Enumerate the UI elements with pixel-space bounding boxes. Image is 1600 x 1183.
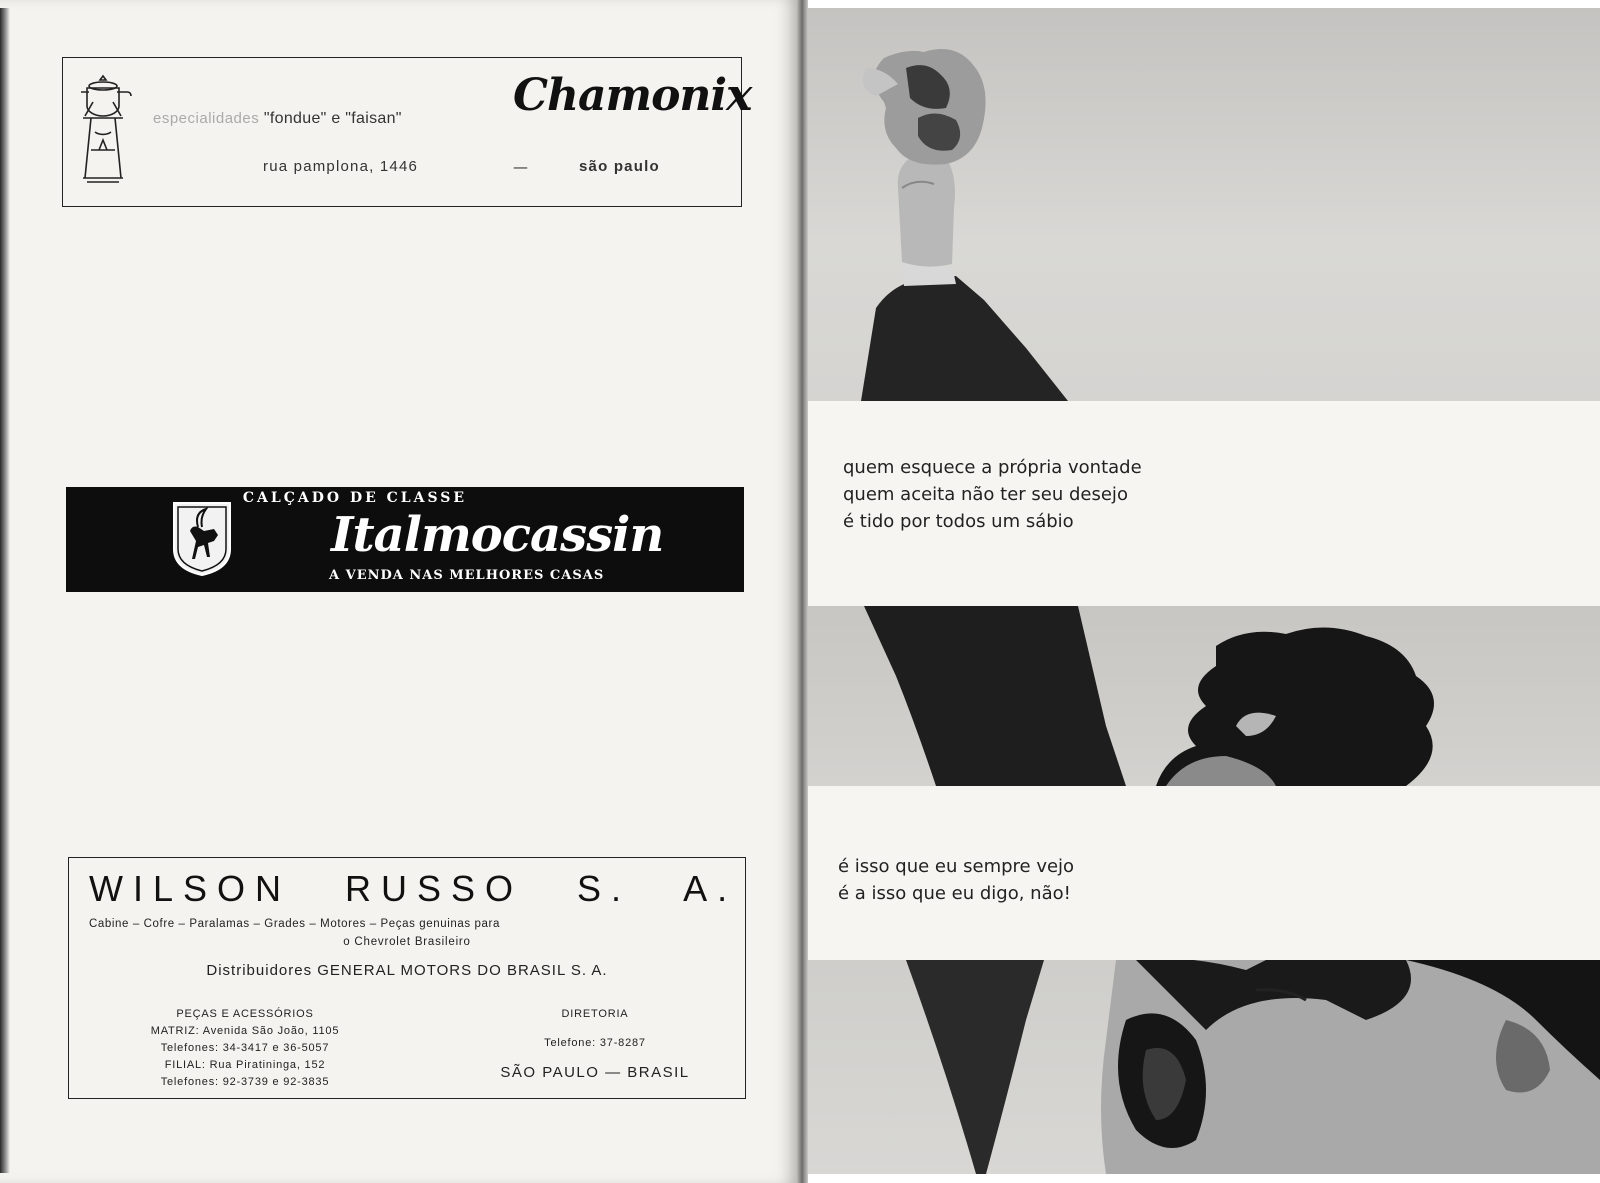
wilson-title: WILSON RUSSO S. A. [89, 868, 738, 909]
poem-line: é tido por todos um sábio [843, 511, 1074, 532]
wilson-diretoria: DIRETORIA [561, 1008, 629, 1020]
poem-stanza-1 [843, 454, 1142, 535]
italmocassin-slogan: A VENDA NAS MELHORES CASAS [329, 568, 605, 583]
wilson-direction-info [455, 1006, 735, 1081]
wilson-russo-ad [68, 857, 746, 1099]
arm-hair-image [806, 606, 1600, 786]
poem-line: é isso que eu sempre vejo [838, 856, 1075, 877]
chamonix-tag-prefix: especialidades [153, 110, 260, 127]
page-edge [0, 8, 10, 1173]
wilson-products: Cabine – Cofre – Paralamas – Grades – Motores – Peças genuinas para [89, 918, 500, 930]
chamonix-ad [62, 57, 752, 207]
wilson-info-line: MATRIZ: Avenida São João, 1105 [150, 1025, 340, 1037]
italmocassin-logo: Italmocassin [331, 507, 664, 563]
poem-line: é a isso que eu digo, não! [838, 883, 1071, 904]
wilson-info-line: Telefones: 92-3739 e 92-3835 [160, 1076, 330, 1088]
italmocassin-tagline-text: CALÇADO DE CLASSE [242, 490, 468, 506]
chamonix-address: rua pamplona, 1446 [263, 158, 419, 175]
chamonix-specialities [153, 110, 402, 128]
photo-arm-hair [806, 606, 1600, 786]
wilson-info-line: FILIAL: Rua Piratininga, 152 [164, 1059, 326, 1071]
book-spine [796, 0, 808, 1183]
wilson-info-line: Telefones: 34-3417 e 36-5057 [160, 1042, 330, 1054]
photo-shouting-face [806, 960, 1600, 1174]
poem-line: quem esquece a própria vontade [843, 457, 1142, 478]
wilson-products-cont: o Chevrolet Brasileiro [343, 936, 471, 948]
chamonix-city: são paulo [579, 158, 660, 175]
italmocassin-tagline [66, 490, 744, 506]
chamonix-dash: — [513, 158, 528, 176]
wilson-distributor: Distribuidores GENERAL MOTORS DO BRASIL S. A. [206, 962, 608, 979]
poem-stanza-2 [838, 853, 1074, 907]
chamonix-tag-items: "fondue" e "faisan" [263, 110, 402, 127]
poem-line: quem aceita não ter seu desejo [843, 484, 1128, 505]
photo-raised-fist [806, 8, 1600, 401]
wilson-telefone: Telefone: 37-8287 [544, 1037, 646, 1049]
italmocassin-ad [66, 487, 744, 592]
chamonix-logo: Chamonix [513, 70, 752, 121]
spacer [455, 1052, 735, 1064]
goat-crest-icon [170, 499, 234, 579]
raised-fist-image [806, 8, 1600, 401]
wilson-city: SÃO PAULO — BRASIL [500, 1064, 690, 1081]
fondue-pot-icon [73, 72, 133, 192]
wilson-branch-info [85, 1006, 405, 1091]
wilson-info-line: PEÇAS E ACESSÓRIOS [176, 1008, 314, 1020]
shouting-face-image [806, 960, 1600, 1174]
spacer [455, 1023, 735, 1035]
